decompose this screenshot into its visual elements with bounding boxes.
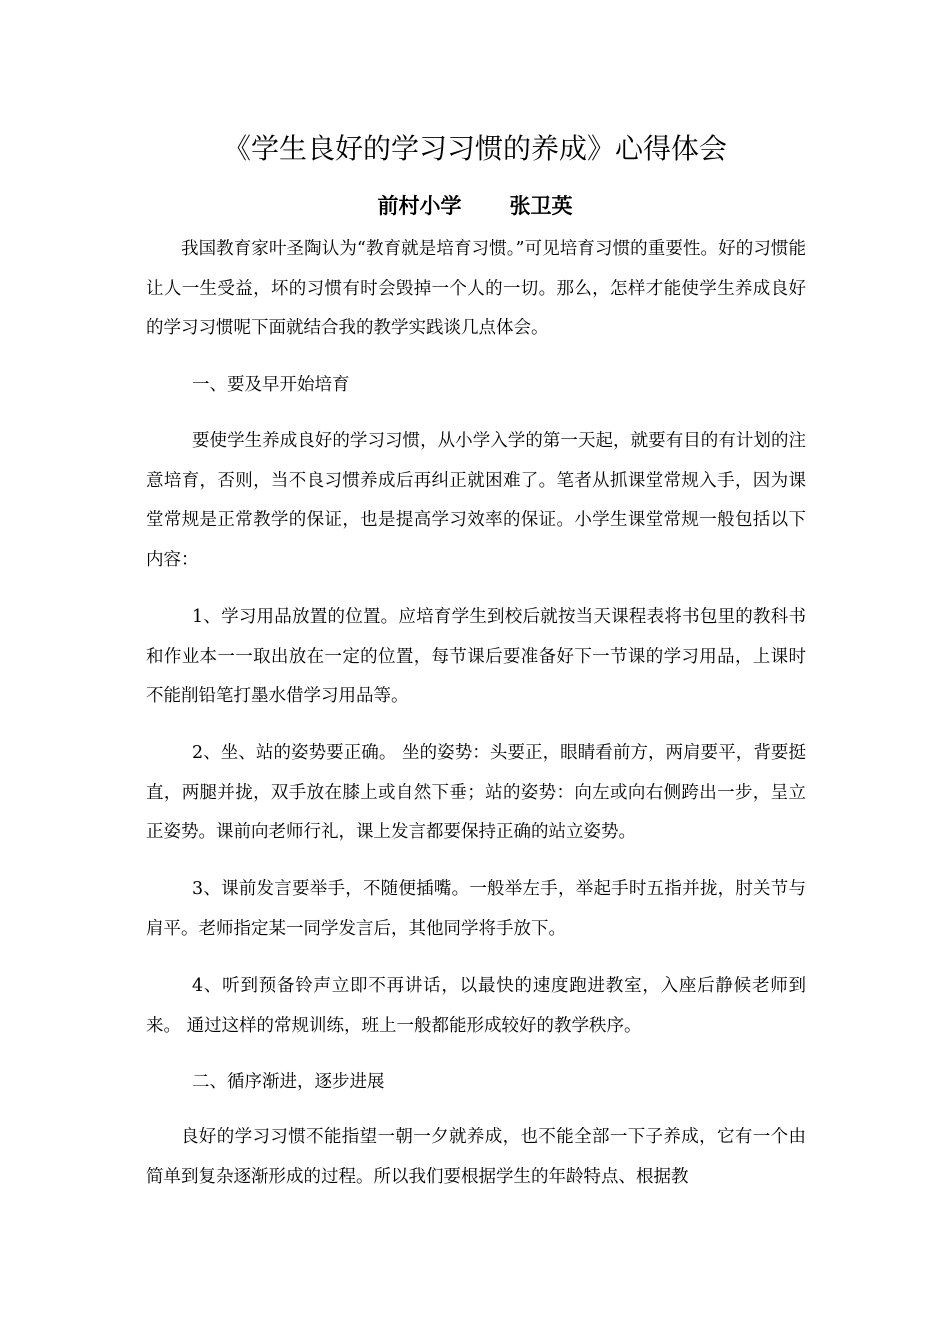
section-1-heading: 一、要及早开始培育 [192,375,350,395]
section-2-heading: 二、循序渐进，逐步进展 [192,1072,385,1092]
school-name: 前村小学 [377,194,462,218]
section-1-paragraph: 要使学生养成良好的学习习惯，从小学入学的第一天起，就要有目的有计划的注意培育，否则，当不良习惯养成后再纠正就困难了。笔者从抓课堂常规入手，因为课堂常规是正常教学的保证，也是提高学习效率的保证。小学生课堂常规一般包括以下内容： [146,431,806,570]
byline [0,189,950,223]
list-item-4: 4、听到预备铃声立即不再讲话，以最快的速度跑进教室，入座后静候老师到来。 通过这样的常规训练，班上一般都能形成较好的教学秩序。 [146,976,806,1036]
document-title: 《学生良好的学习习惯的养成》心得体会 [222,132,727,165]
author-name: 张卫英 [509,194,573,218]
list-item-3: 3、课前发言要举手，不随便插嘴。一般举左手，举起手时五指并拢，肘关节与肩平。老师指定某一同学发言后，其他同学将手放下。 [146,879,806,939]
section-2-paragraph: 良好的学习习惯不能指望一朝一夕就养成，也不能全部一下子养成，它有一个由简单到复杂逐渐形成的过程。所以我们要根据学生的年龄特点、根据教 [146,1127,806,1187]
intro-paragraph: 我国教育家叶圣陶认为“教育就是培育习惯。”可见培育习惯的重要性。好的习惯能让人一生受益，坏的习惯有时会毁掉一个人的一切。那么，怎样才能使学生养成良好的学习习惯呢下面就结合我的教学实践谈几点体会。 [146,239,806,338]
list-item-1: 1、学习用品放置的位置。应培育学生到校后就按当天课程表将书包里的教科书和作业本一一取出放在一定的位置，每节课后要准备好下一节课的学习用品，上课时不能削铅笔打墨水借学习用品等。 [146,607,806,706]
list-item-2: 2、坐、站的姿势要正确。 坐的姿势：头要正，眼睛看前方，两肩要平，背要挺直，两腿并拢，双手放在膝上或自然下垂；站的姿势：向左或向右侧跨出一步，呈立正姿势。课前向老师行礼，课上发言都要保持正确的站立姿势。 [146,743,806,842]
